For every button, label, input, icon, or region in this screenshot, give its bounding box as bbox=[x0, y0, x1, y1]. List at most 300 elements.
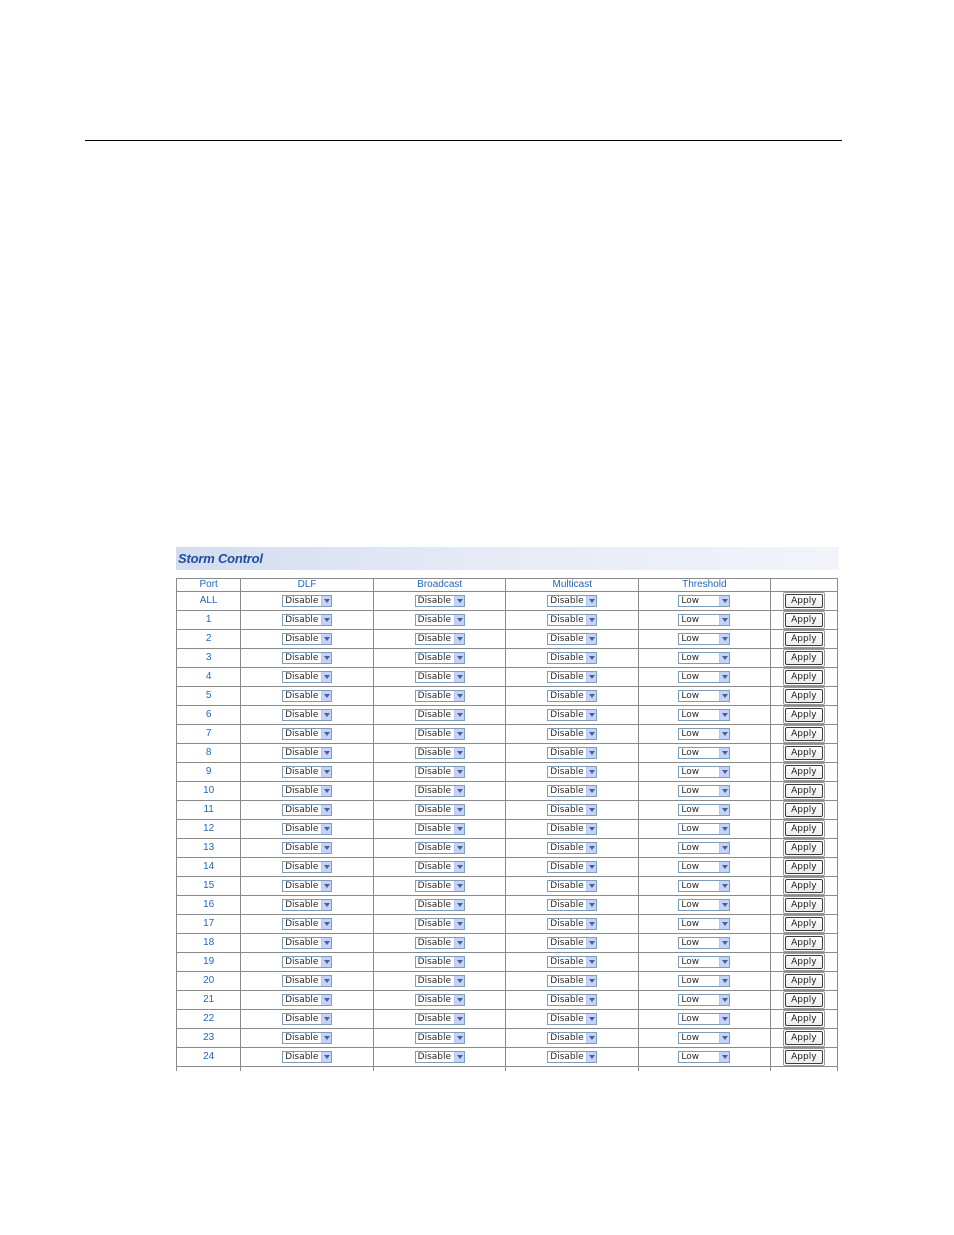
chevron-down-icon[interactable] bbox=[586, 634, 596, 644]
apply-button[interactable]: Apply bbox=[785, 879, 823, 893]
broadcast-select-value: Disable bbox=[417, 633, 452, 644]
chevron-down-icon[interactable] bbox=[321, 710, 331, 720]
multicast-select[interactable] bbox=[547, 671, 597, 683]
chevron-down-icon[interactable] bbox=[586, 1014, 596, 1024]
chevron-down-icon[interactable] bbox=[586, 919, 596, 929]
broadcast-select[interactable] bbox=[415, 595, 465, 607]
apply-cell bbox=[770, 934, 837, 953]
dlf-cell bbox=[241, 592, 374, 611]
multicast-cell bbox=[506, 744, 639, 763]
apply-button-frame bbox=[783, 706, 825, 724]
dlf-cell bbox=[241, 706, 374, 725]
header-threshold: Threshold bbox=[639, 579, 771, 592]
apply-button[interactable]: Apply bbox=[785, 670, 823, 684]
threshold-cell bbox=[639, 592, 771, 611]
chevron-down-icon[interactable] bbox=[586, 596, 596, 606]
dlf-select-value: Disable bbox=[285, 804, 319, 815]
chevron-down-icon[interactable] bbox=[719, 1052, 729, 1062]
broadcast-select[interactable] bbox=[415, 747, 465, 759]
chevron-down-icon[interactable] bbox=[586, 748, 596, 758]
broadcast-select[interactable] bbox=[415, 937, 465, 949]
apply-button[interactable]: Apply bbox=[785, 689, 823, 703]
dlf-cell bbox=[241, 649, 374, 668]
threshold-select[interactable] bbox=[678, 633, 730, 645]
chevron-down-icon[interactable] bbox=[586, 862, 596, 872]
apply-button[interactable]: Apply bbox=[785, 1012, 823, 1026]
threshold-select[interactable] bbox=[678, 614, 730, 626]
apply-button[interactable]: Apply bbox=[785, 708, 823, 722]
threshold-select-value: Low bbox=[681, 1051, 700, 1062]
chevron-down-icon[interactable] bbox=[454, 1033, 464, 1043]
chevron-down-icon[interactable] bbox=[321, 653, 331, 663]
chevron-down-icon[interactable] bbox=[586, 615, 596, 625]
dlf-select[interactable] bbox=[282, 880, 332, 892]
apply-button[interactable]: Apply bbox=[785, 1050, 823, 1064]
chevron-down-icon[interactable] bbox=[586, 900, 596, 910]
chevron-down-icon[interactable] bbox=[321, 767, 331, 777]
chevron-down-icon[interactable] bbox=[586, 691, 596, 701]
threshold-select-value: Low bbox=[681, 994, 700, 1005]
chevron-down-icon[interactable] bbox=[454, 824, 464, 834]
broadcast-select[interactable] bbox=[415, 994, 465, 1006]
apply-button[interactable]: Apply bbox=[785, 1031, 823, 1045]
chevron-down-icon[interactable] bbox=[719, 938, 729, 948]
chevron-down-icon[interactable] bbox=[586, 938, 596, 948]
chevron-down-icon[interactable] bbox=[321, 786, 331, 796]
port-cell: 3 bbox=[177, 649, 241, 668]
chevron-down-icon[interactable] bbox=[454, 900, 464, 910]
threshold-select[interactable] bbox=[678, 595, 730, 607]
table-row bbox=[177, 744, 838, 763]
chevron-down-icon[interactable] bbox=[454, 862, 464, 872]
dlf-cell bbox=[241, 782, 374, 801]
multicast-select[interactable] bbox=[547, 690, 597, 702]
broadcast-select[interactable] bbox=[415, 918, 465, 930]
multicast-select[interactable] bbox=[547, 785, 597, 797]
multicast-select[interactable] bbox=[547, 709, 597, 721]
chevron-down-icon[interactable] bbox=[586, 995, 596, 1005]
chevron-down-icon[interactable] bbox=[454, 672, 464, 682]
multicast-select[interactable] bbox=[547, 804, 597, 816]
chevron-down-icon[interactable] bbox=[321, 900, 331, 910]
dlf-select[interactable] bbox=[282, 861, 332, 873]
apply-button-frame bbox=[783, 630, 825, 648]
apply-button[interactable]: Apply bbox=[785, 974, 823, 988]
table-row bbox=[177, 953, 838, 972]
storm-control-table bbox=[176, 578, 838, 1071]
multicast-select[interactable] bbox=[547, 842, 597, 854]
broadcast-cell bbox=[373, 763, 506, 782]
chevron-down-icon[interactable] bbox=[719, 862, 729, 872]
chevron-down-icon[interactable] bbox=[719, 995, 729, 1005]
threshold-cell bbox=[639, 687, 771, 706]
multicast-select-value: Disable bbox=[550, 804, 584, 815]
chevron-down-icon[interactable] bbox=[454, 938, 464, 948]
table-row bbox=[177, 1048, 838, 1067]
broadcast-select[interactable] bbox=[415, 671, 465, 683]
chevron-down-icon[interactable] bbox=[321, 976, 331, 986]
multicast-select[interactable] bbox=[547, 975, 597, 987]
chevron-down-icon[interactable] bbox=[454, 976, 464, 986]
apply-cell bbox=[770, 649, 837, 668]
threshold-select[interactable] bbox=[678, 785, 730, 797]
dlf-select-value: Disable bbox=[285, 861, 319, 872]
threshold-select[interactable] bbox=[678, 766, 730, 778]
chevron-down-icon[interactable] bbox=[586, 729, 596, 739]
dlf-select[interactable] bbox=[282, 823, 332, 835]
dlf-select[interactable] bbox=[282, 1013, 332, 1025]
broadcast-select[interactable] bbox=[415, 899, 465, 911]
chevron-down-icon[interactable] bbox=[454, 729, 464, 739]
chevron-down-icon[interactable] bbox=[454, 919, 464, 929]
port-cell: 4 bbox=[177, 668, 241, 687]
port-cell: 8 bbox=[177, 744, 241, 763]
chevron-down-icon[interactable] bbox=[719, 881, 729, 891]
dlf-select[interactable] bbox=[282, 1051, 332, 1063]
dlf-cell bbox=[241, 687, 374, 706]
header-multicast: Multicast bbox=[506, 579, 639, 592]
threshold-select[interactable] bbox=[678, 747, 730, 759]
threshold-select-value: Low bbox=[681, 690, 700, 701]
dlf-cell bbox=[241, 953, 374, 972]
port-cell: 2 bbox=[177, 630, 241, 649]
apply-button[interactable]: Apply bbox=[785, 632, 823, 646]
chevron-down-icon[interactable] bbox=[719, 919, 729, 929]
dlf-select-value: Disable bbox=[285, 1032, 319, 1043]
broadcast-select[interactable] bbox=[415, 880, 465, 892]
chevron-down-icon[interactable] bbox=[586, 710, 596, 720]
chevron-down-icon[interactable] bbox=[719, 710, 729, 720]
port-cell: 17 bbox=[177, 915, 241, 934]
chevron-down-icon[interactable] bbox=[321, 881, 331, 891]
chevron-down-icon[interactable] bbox=[321, 862, 331, 872]
apply-button[interactable]: Apply bbox=[785, 727, 823, 741]
chevron-down-icon[interactable] bbox=[454, 995, 464, 1005]
dlf-select[interactable] bbox=[282, 785, 332, 797]
threshold-select[interactable] bbox=[678, 842, 730, 854]
chevron-down-icon[interactable] bbox=[454, 748, 464, 758]
chevron-down-icon[interactable] bbox=[719, 691, 729, 701]
dlf-select[interactable] bbox=[282, 633, 332, 645]
multicast-select[interactable] bbox=[547, 861, 597, 873]
dlf-select[interactable] bbox=[282, 937, 332, 949]
chevron-down-icon[interactable] bbox=[454, 653, 464, 663]
broadcast-select[interactable] bbox=[415, 785, 465, 797]
dlf-select[interactable] bbox=[282, 804, 332, 816]
dlf-cell bbox=[241, 1048, 374, 1067]
threshold-select[interactable] bbox=[678, 709, 730, 721]
multicast-select[interactable] bbox=[547, 614, 597, 626]
apply-cell bbox=[770, 782, 837, 801]
threshold-select[interactable] bbox=[678, 1051, 730, 1063]
dlf-select[interactable] bbox=[282, 918, 332, 930]
apply-button[interactable]: Apply bbox=[785, 822, 823, 836]
chevron-down-icon[interactable] bbox=[321, 938, 331, 948]
threshold-select[interactable] bbox=[678, 899, 730, 911]
chevron-down-icon[interactable] bbox=[719, 900, 729, 910]
chevron-down-icon[interactable] bbox=[454, 596, 464, 606]
dlf-select[interactable] bbox=[282, 614, 332, 626]
broadcast-select[interactable] bbox=[415, 823, 465, 835]
multicast-cell bbox=[506, 668, 639, 687]
multicast-select-value: Disable bbox=[550, 671, 584, 682]
multicast-select[interactable] bbox=[547, 728, 597, 740]
chevron-down-icon[interactable] bbox=[321, 824, 331, 834]
apply-button-frame bbox=[783, 687, 825, 705]
dlf-select[interactable] bbox=[282, 595, 332, 607]
apply-button[interactable]: Apply bbox=[785, 993, 823, 1007]
apply-button[interactable]: Apply bbox=[785, 955, 823, 969]
chevron-down-icon[interactable] bbox=[321, 672, 331, 682]
threshold-select[interactable] bbox=[678, 975, 730, 987]
chevron-down-icon[interactable] bbox=[321, 1014, 331, 1024]
dlf-cell bbox=[241, 744, 374, 763]
apply-cell bbox=[770, 630, 837, 649]
table-row bbox=[177, 668, 838, 687]
chevron-down-icon[interactable] bbox=[719, 976, 729, 986]
partial-cell bbox=[373, 1067, 506, 1072]
dlf-select[interactable] bbox=[282, 899, 332, 911]
chevron-down-icon[interactable] bbox=[454, 881, 464, 891]
multicast-select[interactable] bbox=[547, 633, 597, 645]
chevron-down-icon[interactable] bbox=[586, 653, 596, 663]
chevron-down-icon[interactable] bbox=[454, 634, 464, 644]
broadcast-select[interactable] bbox=[415, 709, 465, 721]
dlf-select[interactable] bbox=[282, 1032, 332, 1044]
chevron-down-icon[interactable] bbox=[321, 634, 331, 644]
multicast-cell bbox=[506, 839, 639, 858]
chevron-down-icon[interactable] bbox=[321, 805, 331, 815]
threshold-select-value: Low bbox=[681, 633, 700, 644]
chevron-down-icon[interactable] bbox=[321, 596, 331, 606]
chevron-down-icon[interactable] bbox=[719, 824, 729, 834]
broadcast-select[interactable] bbox=[415, 728, 465, 740]
threshold-select[interactable] bbox=[678, 994, 730, 1006]
dlf-cell bbox=[241, 877, 374, 896]
dlf-select[interactable] bbox=[282, 709, 332, 721]
apply-button[interactable]: Apply bbox=[785, 936, 823, 950]
port-cell: 18 bbox=[177, 934, 241, 953]
chevron-down-icon[interactable] bbox=[586, 805, 596, 815]
table-row bbox=[177, 858, 838, 877]
chevron-down-icon[interactable] bbox=[321, 729, 331, 739]
broadcast-select[interactable] bbox=[415, 1032, 465, 1044]
chevron-down-icon[interactable] bbox=[719, 843, 729, 853]
broadcast-select[interactable] bbox=[415, 690, 465, 702]
broadcast-select-value: Disable bbox=[417, 804, 452, 815]
partial-cell bbox=[177, 1067, 241, 1072]
chevron-down-icon[interactable] bbox=[321, 995, 331, 1005]
broadcast-select[interactable] bbox=[415, 633, 465, 645]
threshold-select[interactable] bbox=[678, 671, 730, 683]
dlf-select[interactable] bbox=[282, 975, 332, 987]
header-dlf: DLF bbox=[241, 579, 374, 592]
broadcast-select[interactable] bbox=[415, 975, 465, 987]
chevron-down-icon[interactable] bbox=[454, 843, 464, 853]
chevron-down-icon[interactable] bbox=[321, 615, 331, 625]
apply-button[interactable]: Apply bbox=[785, 803, 823, 817]
chevron-down-icon[interactable] bbox=[454, 615, 464, 625]
chevron-down-icon[interactable] bbox=[321, 1033, 331, 1043]
multicast-select[interactable] bbox=[547, 899, 597, 911]
multicast-select[interactable] bbox=[547, 747, 597, 759]
threshold-select[interactable] bbox=[678, 1013, 730, 1025]
broadcast-select-value: Disable bbox=[417, 709, 452, 720]
threshold-select[interactable] bbox=[678, 652, 730, 664]
chevron-down-icon[interactable] bbox=[454, 691, 464, 701]
multicast-select[interactable] bbox=[547, 880, 597, 892]
dlf-select[interactable] bbox=[282, 652, 332, 664]
chevron-down-icon[interactable] bbox=[321, 919, 331, 929]
apply-button[interactable]: Apply bbox=[785, 784, 823, 798]
broadcast-select-value: Disable bbox=[417, 1032, 452, 1043]
storm-control-panel bbox=[176, 547, 839, 1062]
chevron-down-icon[interactable] bbox=[321, 1052, 331, 1062]
chevron-down-icon[interactable] bbox=[719, 786, 729, 796]
multicast-select[interactable] bbox=[547, 823, 597, 835]
threshold-select[interactable] bbox=[678, 956, 730, 968]
chevron-down-icon[interactable] bbox=[454, 710, 464, 720]
chevron-down-icon[interactable] bbox=[586, 976, 596, 986]
broadcast-cell bbox=[373, 1048, 506, 1067]
chevron-down-icon[interactable] bbox=[321, 691, 331, 701]
threshold-select[interactable] bbox=[678, 728, 730, 740]
multicast-select-value: Disable bbox=[550, 690, 584, 701]
apply-button[interactable]: Apply bbox=[785, 765, 823, 779]
dlf-cell bbox=[241, 839, 374, 858]
apply-button[interactable]: Apply bbox=[785, 746, 823, 760]
chevron-down-icon[interactable] bbox=[321, 748, 331, 758]
apply-button[interactable]: Apply bbox=[785, 860, 823, 874]
apply-button[interactable]: Apply bbox=[785, 917, 823, 931]
broadcast-select[interactable] bbox=[415, 1013, 465, 1025]
multicast-select[interactable] bbox=[547, 994, 597, 1006]
apply-button[interactable]: Apply bbox=[785, 651, 823, 665]
multicast-select[interactable] bbox=[547, 1032, 597, 1044]
threshold-cell bbox=[639, 1010, 771, 1029]
dlf-select[interactable] bbox=[282, 728, 332, 740]
multicast-select[interactable] bbox=[547, 1051, 597, 1063]
chevron-down-icon[interactable] bbox=[454, 786, 464, 796]
chevron-down-icon[interactable] bbox=[719, 1014, 729, 1024]
threshold-select[interactable] bbox=[678, 937, 730, 949]
threshold-select[interactable] bbox=[678, 823, 730, 835]
broadcast-select-value: Disable bbox=[417, 994, 452, 1005]
chevron-down-icon[interactable] bbox=[321, 957, 331, 967]
threshold-select[interactable] bbox=[678, 804, 730, 816]
multicast-select[interactable] bbox=[547, 956, 597, 968]
chevron-down-icon[interactable] bbox=[454, 805, 464, 815]
threshold-select[interactable] bbox=[678, 918, 730, 930]
table-row bbox=[177, 782, 838, 801]
chevron-down-icon[interactable] bbox=[586, 672, 596, 682]
threshold-select[interactable] bbox=[678, 1032, 730, 1044]
chevron-down-icon[interactable] bbox=[586, 824, 596, 834]
multicast-cell bbox=[506, 706, 639, 725]
threshold-select[interactable] bbox=[678, 880, 730, 892]
chevron-down-icon[interactable] bbox=[719, 1033, 729, 1043]
multicast-select[interactable] bbox=[547, 918, 597, 930]
threshold-cell bbox=[639, 763, 771, 782]
multicast-select[interactable] bbox=[547, 595, 597, 607]
chevron-down-icon[interactable] bbox=[586, 786, 596, 796]
dlf-select[interactable] bbox=[282, 766, 332, 778]
chevron-down-icon[interactable] bbox=[719, 957, 729, 967]
threshold-select[interactable] bbox=[678, 861, 730, 873]
chevron-down-icon[interactable] bbox=[586, 767, 596, 777]
broadcast-select-value: Disable bbox=[417, 861, 452, 872]
broadcast-select[interactable] bbox=[415, 861, 465, 873]
broadcast-select[interactable] bbox=[415, 804, 465, 816]
chevron-down-icon[interactable] bbox=[719, 672, 729, 682]
dlf-select[interactable] bbox=[282, 842, 332, 854]
chevron-down-icon[interactable] bbox=[454, 1014, 464, 1024]
broadcast-select[interactable] bbox=[415, 956, 465, 968]
table-row bbox=[177, 706, 838, 725]
broadcast-select[interactable] bbox=[415, 614, 465, 626]
chevron-down-icon[interactable] bbox=[719, 634, 729, 644]
chevron-down-icon[interactable] bbox=[454, 957, 464, 967]
chevron-down-icon[interactable] bbox=[719, 729, 729, 739]
chevron-down-icon[interactable] bbox=[719, 805, 729, 815]
dlf-select-value: Disable bbox=[285, 899, 319, 910]
apply-button[interactable]: Apply bbox=[785, 613, 823, 627]
dlf-cell bbox=[241, 991, 374, 1010]
dlf-select[interactable] bbox=[282, 690, 332, 702]
apply-cell bbox=[770, 915, 837, 934]
multicast-select[interactable] bbox=[547, 652, 597, 664]
chevron-down-icon[interactable] bbox=[321, 843, 331, 853]
multicast-select-value: Disable bbox=[550, 956, 584, 967]
table-row bbox=[177, 1029, 838, 1048]
chevron-down-icon[interactable] bbox=[719, 596, 729, 606]
chevron-down-icon[interactable] bbox=[586, 1033, 596, 1043]
chevron-down-icon[interactable] bbox=[719, 653, 729, 663]
apply-button[interactable]: Apply bbox=[785, 841, 823, 855]
threshold-select[interactable] bbox=[678, 690, 730, 702]
table-row bbox=[177, 972, 838, 991]
apply-button[interactable]: Apply bbox=[785, 898, 823, 912]
dlf-select[interactable] bbox=[282, 747, 332, 759]
broadcast-select[interactable] bbox=[415, 652, 465, 664]
chevron-down-icon[interactable] bbox=[719, 615, 729, 625]
broadcast-select[interactable] bbox=[415, 1051, 465, 1063]
multicast-select[interactable] bbox=[547, 937, 597, 949]
dlf-select[interactable] bbox=[282, 956, 332, 968]
multicast-select[interactable] bbox=[547, 1013, 597, 1025]
chevron-down-icon[interactable] bbox=[719, 748, 729, 758]
chevron-down-icon[interactable] bbox=[719, 767, 729, 777]
broadcast-select-value: Disable bbox=[417, 614, 452, 625]
dlf-select-value: Disable bbox=[285, 918, 319, 929]
chevron-down-icon[interactable] bbox=[586, 957, 596, 967]
chevron-down-icon[interactable] bbox=[586, 881, 596, 891]
chevron-down-icon[interactable] bbox=[454, 767, 464, 777]
chevron-down-icon[interactable] bbox=[586, 843, 596, 853]
dlf-select-value: Disable bbox=[285, 690, 319, 701]
table-row bbox=[177, 1010, 838, 1029]
dlf-select[interactable] bbox=[282, 994, 332, 1006]
broadcast-select[interactable] bbox=[415, 766, 465, 778]
dlf-select-value: Disable bbox=[285, 595, 319, 606]
multicast-select[interactable] bbox=[547, 766, 597, 778]
broadcast-select[interactable] bbox=[415, 842, 465, 854]
chevron-down-icon[interactable] bbox=[454, 1052, 464, 1062]
chevron-down-icon[interactable] bbox=[586, 1052, 596, 1062]
multicast-cell bbox=[506, 1029, 639, 1048]
dlf-select[interactable] bbox=[282, 671, 332, 683]
apply-button[interactable]: Apply bbox=[785, 594, 823, 608]
